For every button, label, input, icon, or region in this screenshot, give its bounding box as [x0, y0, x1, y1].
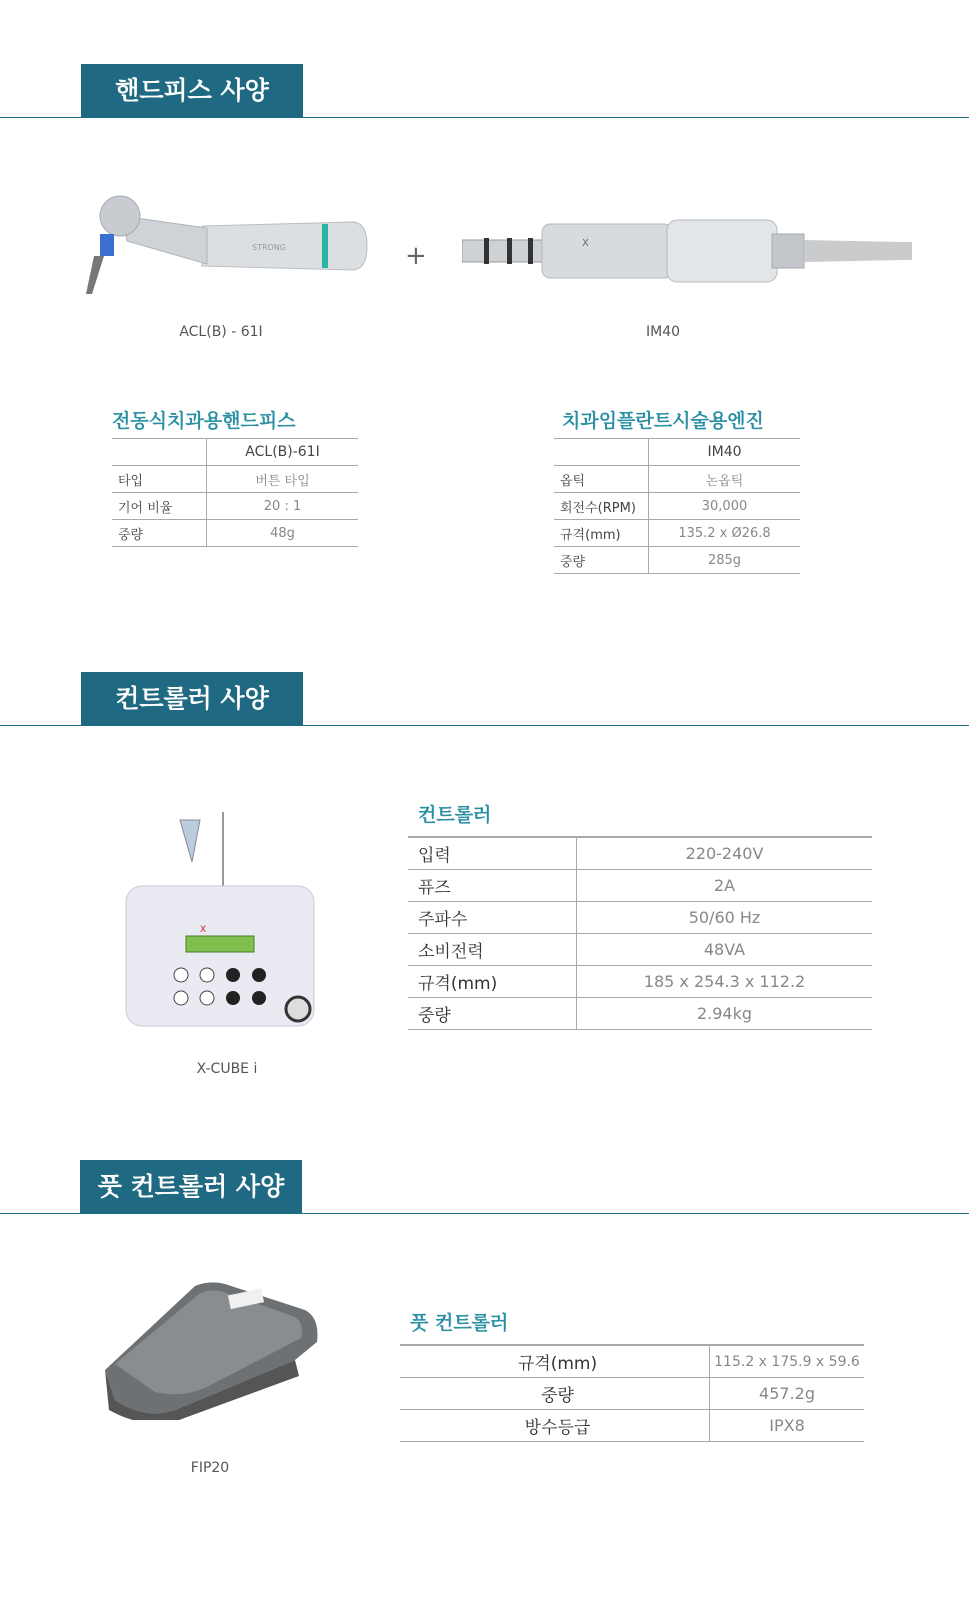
table-row: 회전수(RPM) 30,000 [554, 493, 800, 520]
table-header: IM40 [649, 439, 801, 466]
table-header: ACL(B)-61I [207, 439, 359, 466]
table-row: 중량 2.94kg [408, 998, 872, 1030]
caption-controller: X-CUBE i [196, 1061, 258, 1077]
table-title-controller: 컨트롤러 [418, 804, 492, 826]
handpiece-image [82, 186, 372, 298]
caption-motor: IM40 [645, 324, 681, 340]
table-row: 규격(mm) 185 x 254.3 x 112.2 [408, 966, 872, 998]
table-row: 옵틱 논옵틱 [554, 466, 800, 493]
table-row: 소비전력 48VA [408, 934, 872, 966]
table-row: 규격(mm) 115.2 x 175.9 x 59.6 [400, 1345, 864, 1378]
table-title-engine: 치과임플란트시술용엔진 [562, 410, 764, 432]
table-row: 방수등급 IPX8 [400, 1410, 864, 1442]
svg-text:X: X [582, 238, 589, 249]
table-row: 퓨즈 2A [408, 870, 872, 902]
table-title-handpiece: 전동식치과용핸드피스 [112, 410, 296, 432]
table-row: 입력 220-240V [408, 837, 872, 870]
plus-sign: + [405, 241, 427, 271]
table-row: 주파수 50/60 Hz [408, 902, 872, 934]
section-title-foot: 풋 컨트롤러 사양 [80, 1160, 302, 1214]
spec-table-engine [554, 438, 800, 574]
spec-table-controller [408, 836, 872, 1030]
table-row: 타입 버튼 타입 [112, 466, 358, 493]
section-title-controller: 컨트롤러 사양 [81, 672, 303, 726]
section-title-handpiece: 핸드피스 사양 [81, 64, 303, 118]
table-row: 규격(mm) 135.2 x Ø26.8 [554, 520, 800, 547]
spec-table-handpiece [112, 438, 358, 547]
svg-text:STRONG: STRONG [252, 243, 287, 252]
controller-image [120, 812, 320, 1032]
svg-text:X: X [200, 925, 207, 935]
table-title-foot: 풋 컨트롤러 [410, 1312, 509, 1334]
table-row: 중량 285g [554, 547, 800, 574]
caption-foot: FIP20 [190, 1460, 230, 1476]
caption-handpiece: ACL(B) - 61I [179, 324, 263, 340]
foot-controller-image [95, 1280, 327, 1420]
table-row: 중량 457.2g [400, 1378, 864, 1410]
table-row: 중량 48g [112, 520, 358, 547]
table-row: 기어 비율 20 : 1 [112, 493, 358, 520]
motor-image [462, 212, 912, 290]
spec-table-foot [400, 1344, 864, 1442]
